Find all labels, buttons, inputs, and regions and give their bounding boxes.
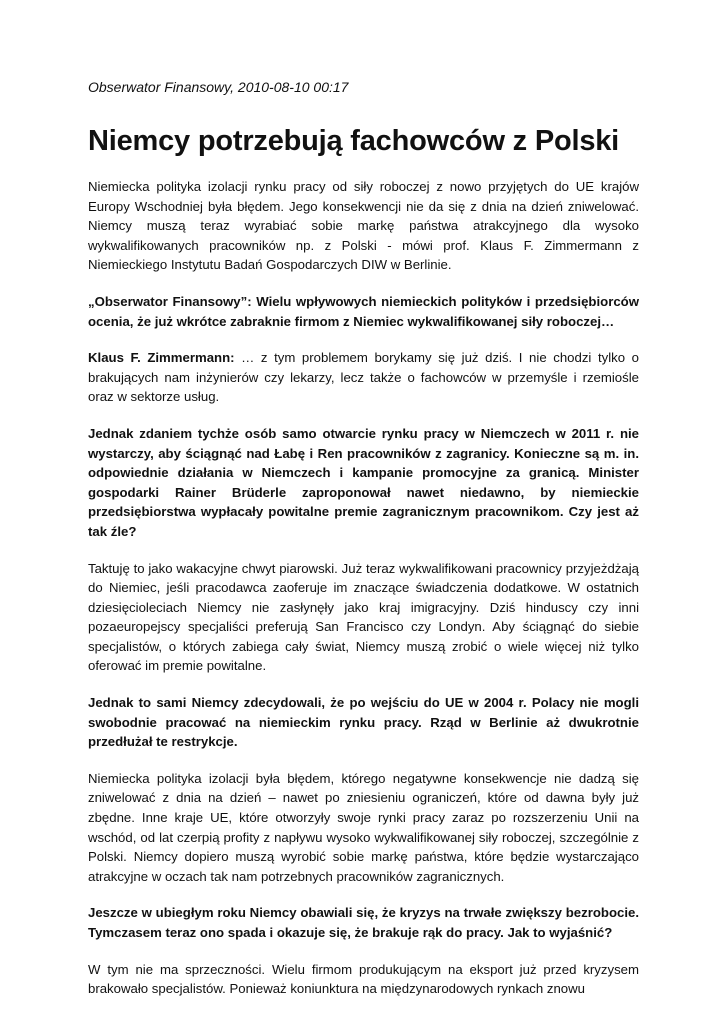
answer-1-text: … z tym problemem borykamy się już dziś. I nie chodzi tylko o brakujących nam inżynierów czy lekarzy, lecz także o fachowców w przemyśle i rzemiośle oraz w sektorze usług. [88, 350, 639, 405]
source-line: Obserwator Finansowy, 2010-08-10 00:17 [88, 79, 349, 95]
lead-paragraph: Niemiecka polityka izolacji rynku pracy od siły roboczej z nowo przyjętych do UE krajów Europy Wschodniej była błędem. Jego konsekwencji nie da się z dnia na dzień zniwelować. Niemcy muszą teraz wyrabiać sobie markę państwa atrakcyjnego dla wysoko wykwalifikowanych pracowników np. z Polski - mówi prof. Klaus F. Zimmermann z Niemieckiego Instytutu Badań Gospodarczych DIW w Berlinie. [88, 179, 639, 273]
answer-3: Niemiecka polityka izolacji była błędem, którego negatywne konsekwencje nie dadzą się zniwelować z dnia na dzień – nawet po zniesieniu ograniczeń, które od dawna były już zbędne. Inne kraje UE, które otworzyły swoje rynki pracy zaraz po rozszerzeniu Unii na wschód, od lat czerpią profity z napływu wysoko wykwalifikowanej siły roboczej, szczególnie z Polski. Niemcy dopiero muszą wyrobić sobie markę państwa, które będzie wystarczająco atrakcyjne w oczach tak nam potrzebnych pracowników zagranicznych. [88, 770, 639, 884]
answer-4: W tym nie ma sprzeczności. Wielu firmom produkującym na eksport już przed kryzysem brakowało specjalistów. Ponieważ koniunktura na międzynarodowych rynkach znowu [88, 961, 639, 997]
answer-speaker: Klaus F. Zimmermann: [88, 350, 235, 366]
question-1: „Obserwator Finansowy”: Wielu wpływowych niemieckich polityków i przedsiębiorców ocenia, że już wkrótce zabraknie firmom z Niemiec wykwalifikowanej siły roboczej… [88, 293, 639, 329]
question-4: Jeszcze w ubiegłym roku Niemcy obawiali się, że kryzys na trwałe zwiększy bezrobocie. Tymczasem teraz ono spada i okazuje się, że brakuje rąk do pracy. Jak to wyjaśnić? [88, 905, 639, 940]
answer-1 [88, 348, 639, 407]
document-page [88, 78, 639, 999]
answer-2: Taktuję to jako wakacyjne chwyt piarowski. Już teraz wykwalifikowani pracownicy przyjeżdżają do Niemiec, jeśli pracodawca zaoferuje im znaczące świadczenia dodatkowe. W ostatnich dziesięcioleciach Niemcy nie zasłynęły jako kraj imigracyjny. Dziś hinduscy czy inni pozaeuropejscy specjaliści preferują San Francisco czy Londyn. Aby ściągnąć do siebie specjalistów, o których zabiega cały świat, Niemcy muszą zrobić o wiele więcej niż tylko oferować im premie powitalne. [88, 560, 639, 674]
question-2: Jednak zdaniem tychże osób samo otwarcie rynku pracy w Niemczech w 2011 r. nie wystarczy, aby ściągnąć nad Łabę i Ren pracowników z zagranicy. Konieczne są m. in. odpowiednie działania w Niemczech i kampanie promocyjne za granicą. Minister gospodarki Rainer Brüderle zaproponował nawet niedawno, by niemieckie przedsiębiorstwa wypłacały powitalne premie zagranicznym pracownikom. Czy jest aż tak źle? [88, 425, 639, 539]
article-title: Niemcy potrzebują fachowców z Polski [88, 125, 620, 157]
question-3: Jednak to sami Niemcy zdecydowali, że po wejściu do UE w 2004 r. Polacy nie mogli swobodnie pracować na niemieckim rynku pracy. Rząd w Berlinie aż dwukrotnie przedłużał te restrykcje. [88, 695, 639, 750]
